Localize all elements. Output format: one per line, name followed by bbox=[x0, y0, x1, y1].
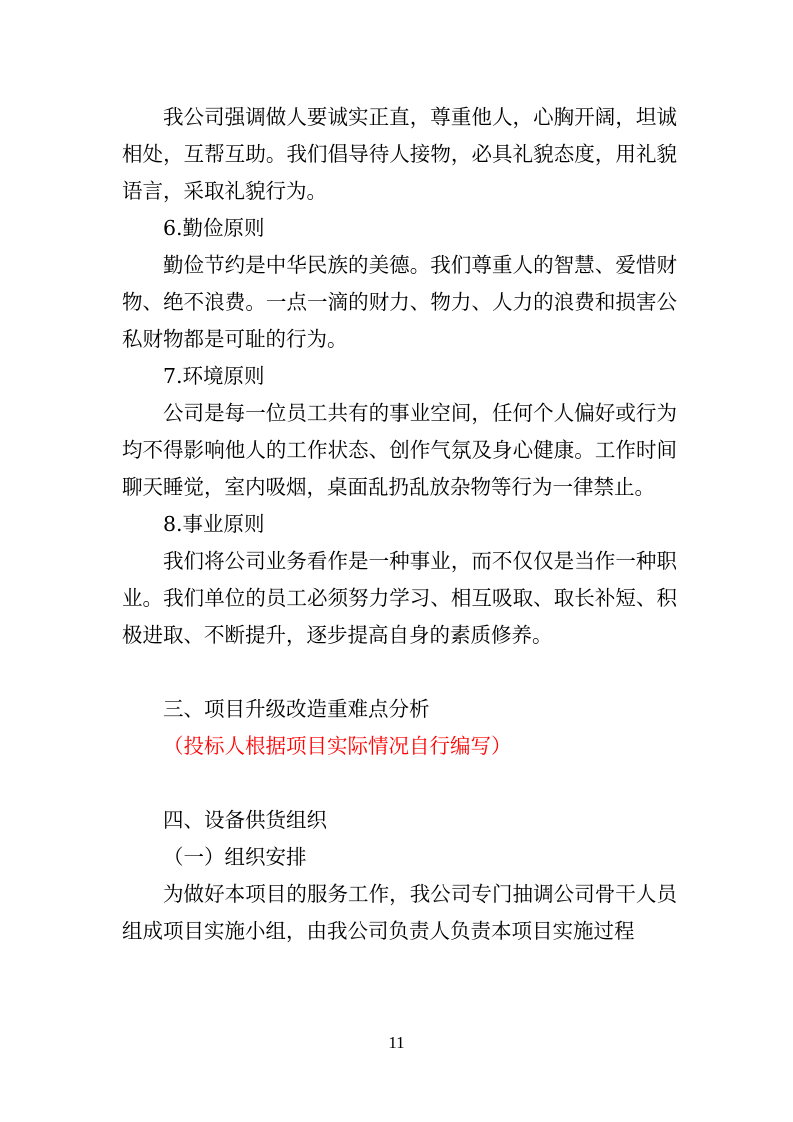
chapter-three-note: （投标人根据项目实际情况自行编写） bbox=[163, 734, 512, 758]
page-number: 11 bbox=[388, 1033, 405, 1052]
frugality-heading: 6.勤俭原则 bbox=[163, 216, 265, 240]
chapter-three-heading: 三、项目升级改造重难点分析 bbox=[163, 697, 430, 721]
career-heading: 8.事业原则 bbox=[163, 512, 265, 536]
courtesy-paragraph: 我公司强调做人要诚实正直，尊重他人，心胸开阔，坦诚相处，互帮互助。我们倡导待人接物，必具礼貌态度，用礼貌语言，采取礼貌行为。 bbox=[122, 105, 677, 203]
spacer bbox=[122, 654, 677, 691]
chapter-four-subheading: （一）组织安排 bbox=[163, 845, 307, 869]
chapter-four-heading: 四、设备供货组织 bbox=[163, 808, 327, 832]
document-body bbox=[122, 99, 677, 950]
career-paragraph: 我们将公司业务看作是一种事业，而不仅仅是当作一种职业。我们单位的员工必须努力学习、相互吸取、取长补短、积极进取、不断提升，逐步提高自身的素质修养。 bbox=[122, 549, 677, 647]
spacer bbox=[122, 765, 677, 802]
environment-paragraph: 公司是每一位员工共有的事业空间，任何个人偏好或行为均不得影响他人的工作状态、创作气氛及身心健康。工作时间聊天睡觉，室内吸烟，桌面乱扔乱放杂物等行为一律禁止。 bbox=[122, 401, 677, 499]
environment-heading: 7.环境原则 bbox=[163, 364, 265, 388]
chapter-four-paragraph: 为做好本项目的服务工作，我公司专门抽调公司骨干人员组成项目实施小组，由我公司负责人负责本项目实施过程 bbox=[122, 882, 677, 943]
frugality-paragraph: 勤俭节约是中华民族的美德。我们尊重人的智慧、爱惜财物、绝不浪费。一点一滴的财力、物力、人力的浪费和损害公私财物都是可耻的行为。 bbox=[122, 253, 677, 351]
